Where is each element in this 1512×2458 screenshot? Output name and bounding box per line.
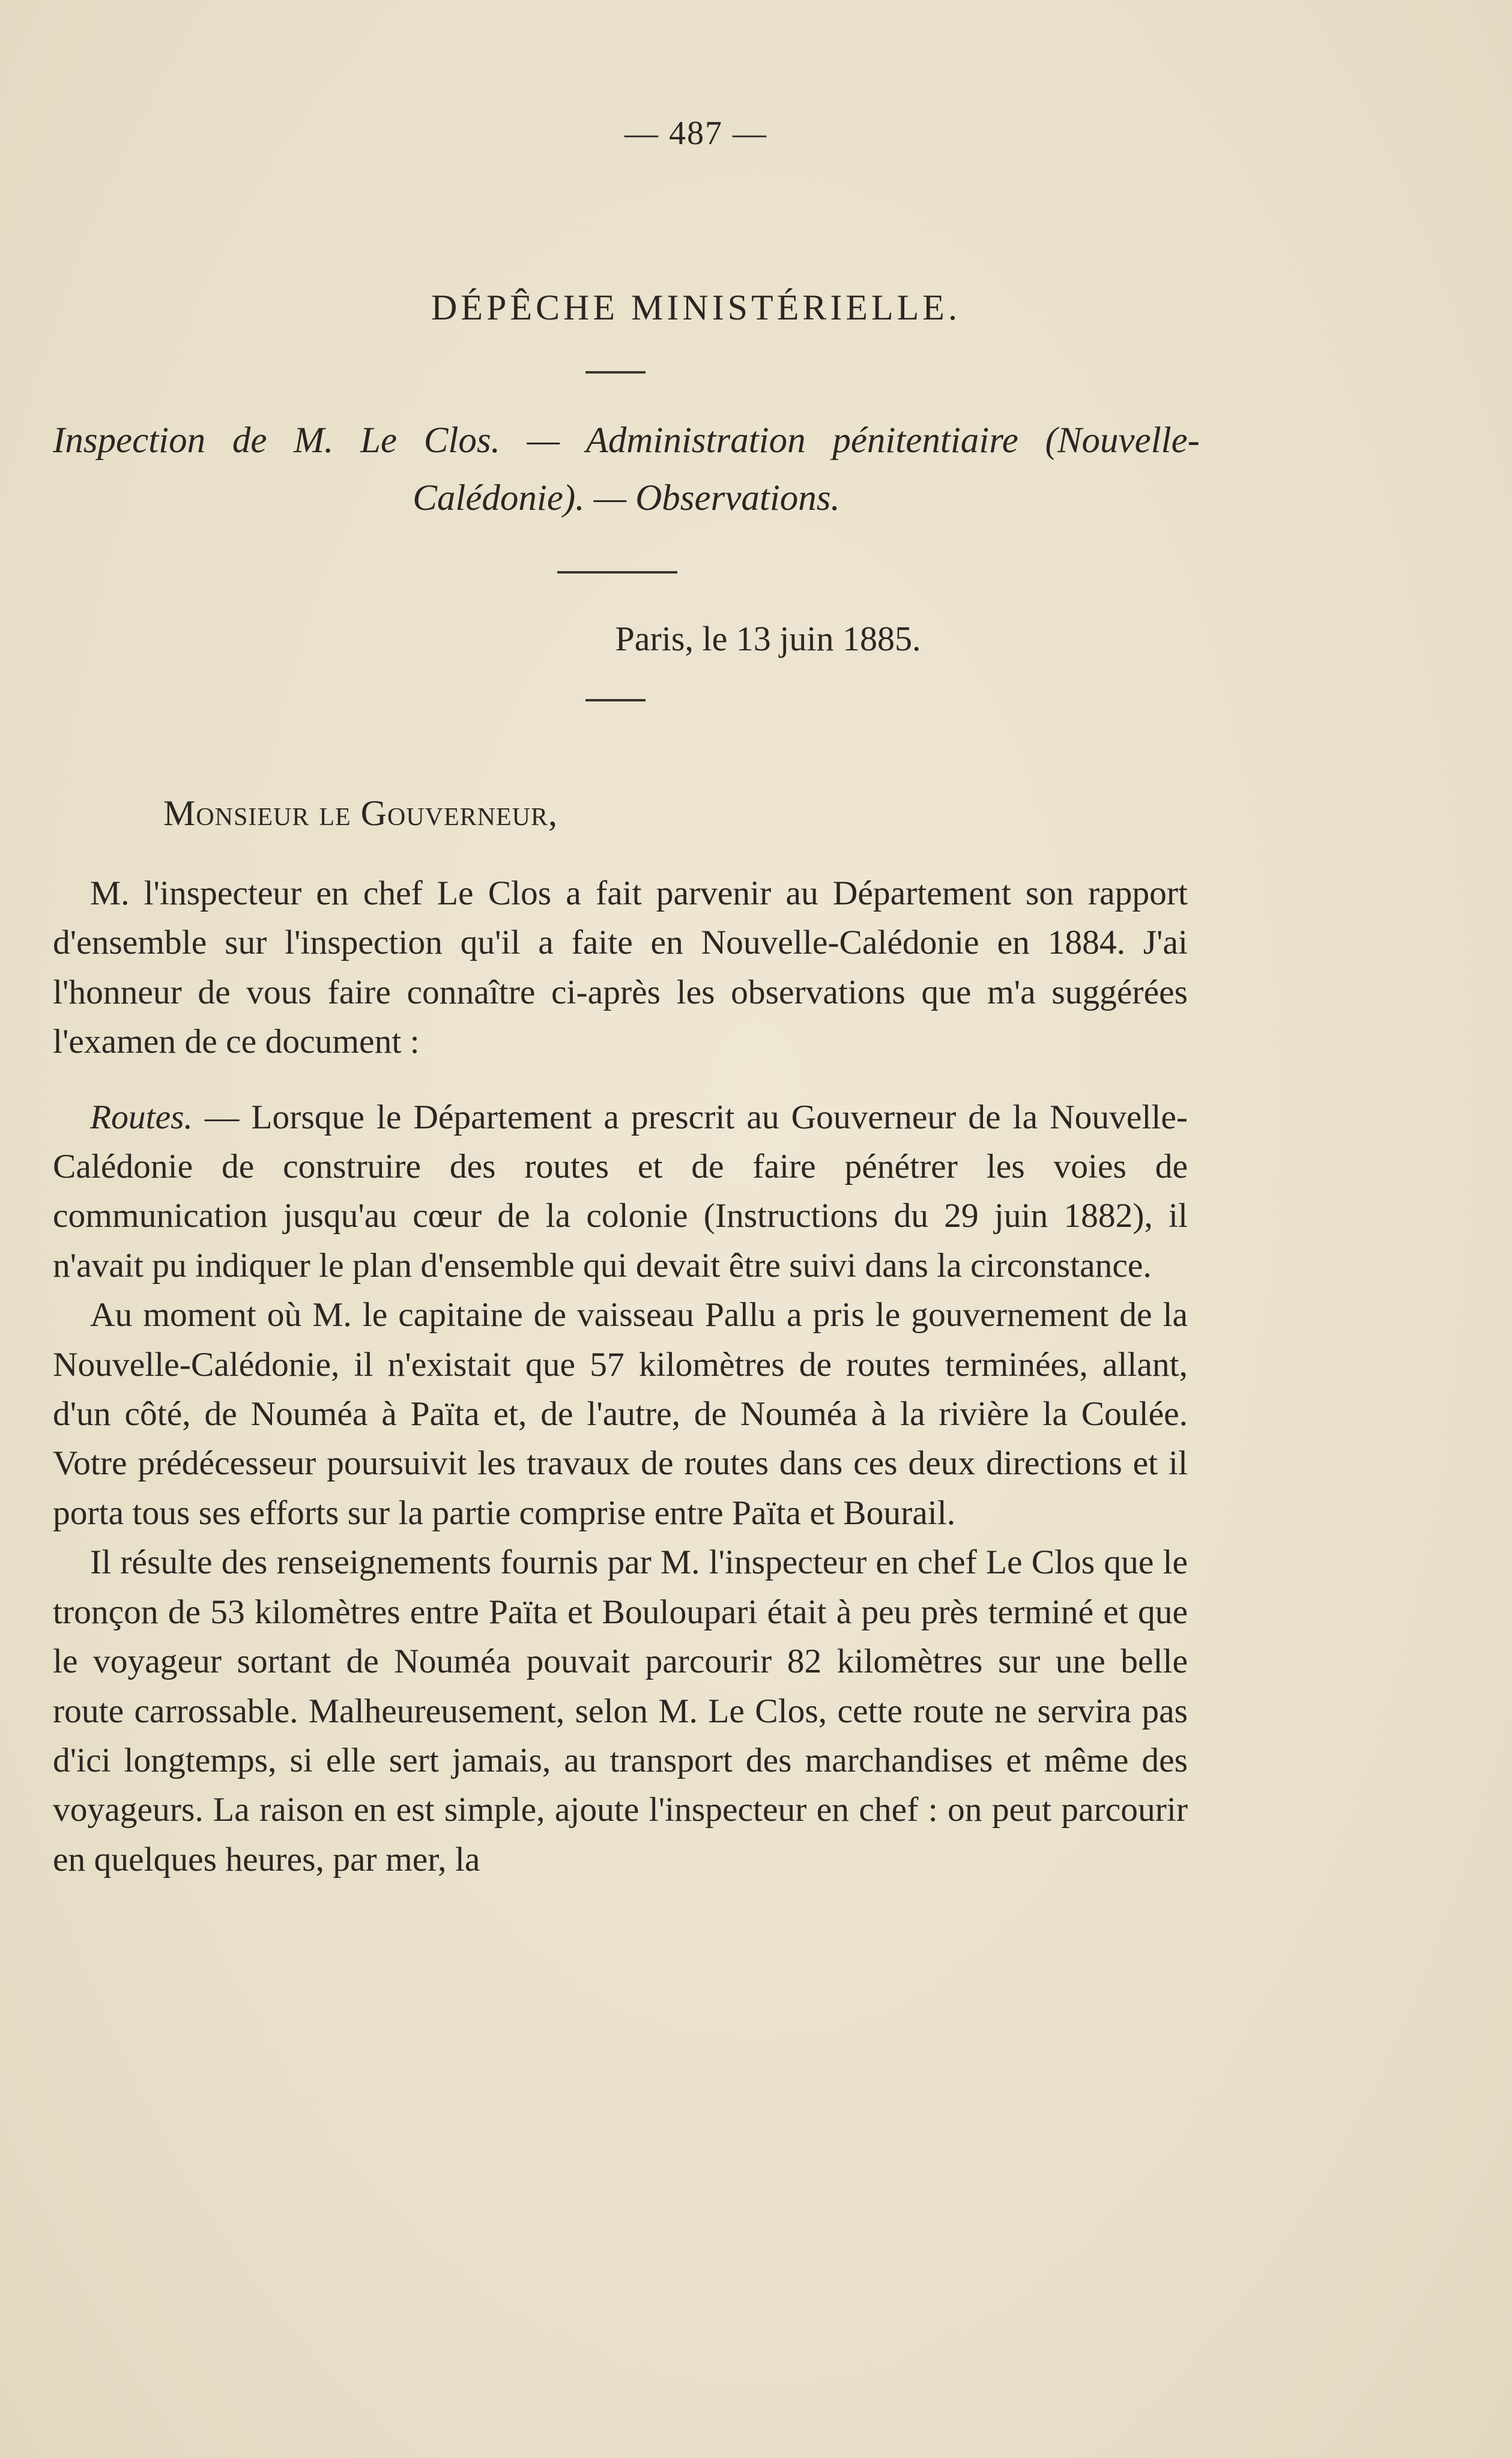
page-number: — 487 —	[624, 115, 767, 152]
letter-body	[53, 869, 1188, 1884]
dateline: Paris, le 13 juin 1885.	[615, 619, 921, 658]
paragraph: M. l'inspecteur en chef Le Clos a fait parvenir au Département son rapport d'ensemble sur l'inspection qu'il a faite en Nouvelle-Calédonie en 1884. J'ai l'honneur de vous faire connaître ci-après les observations que m'a suggérées l'examen de ce document :	[53, 874, 1188, 1061]
subtitle-line-2: Calédonie). — Observations.	[413, 478, 840, 518]
paragraph-routes-text: — Lorsque le Département a prescrit au Gouverneur de la Nouvelle-Calédonie de construire des routes et de faire pénétrer les voies de communication jusqu'au cœur de la colonie (Instructions du 29 juin 1882), il n'avait pu indiquer le plan d'ensemble qui devait être suivi dans la circonstance.	[53, 1098, 1188, 1285]
paragraph-routes	[53, 1093, 1188, 1291]
separator-rule	[585, 371, 646, 374]
salutation: Monsieur le Gouverneur,	[163, 793, 558, 833]
paragraph: Il résulte des renseignements fournis par M. l'inspecteur en chef Le Clos que le tronçon de 53 kilomètres entre Païta et Bouloupari était à peu près terminé et que le voyageur sortant de Nouméa pouvait parcourir 82 kilomètres sur une belle route carrossable. Malheureusement, selon M. Le Clos, cette route ne servira pas d'ici longtemps, si elle sert jamais, au transport des marchandises et même des voyageurs. La raison en est simple, ajoute l'inspecteur en chef : on peut parcourir en quelques heures, par mer, la	[53, 1543, 1188, 1878]
paragraph: Au moment où M. le capitaine de vaisseau Pallu a pris le gouvernement de la Nouvelle-Calédonie, il n'existait que 57 kilomètres de routes terminées, allant, d'un côté, de Nouméa à Païta et, de l'autre, de Nouméa à la rivière la Coulée. Votre prédécesseur poursuivit les travaux de routes dans ces deux directions et il porta tous ses efforts sur la partie comprise entre Païta et Bourail.	[53, 1296, 1188, 1532]
rubric-routes: Routes.	[90, 1098, 193, 1136]
subtitle-line-1: Inspection de M. Le Clos. — Administration pénitentiaire (Nouvelle-	[53, 420, 1200, 461]
separator-rule	[557, 571, 677, 574]
document-heading: DÉPÊCHE MINISTÉRIELLE.	[431, 288, 961, 327]
separator-rule	[585, 699, 646, 701]
